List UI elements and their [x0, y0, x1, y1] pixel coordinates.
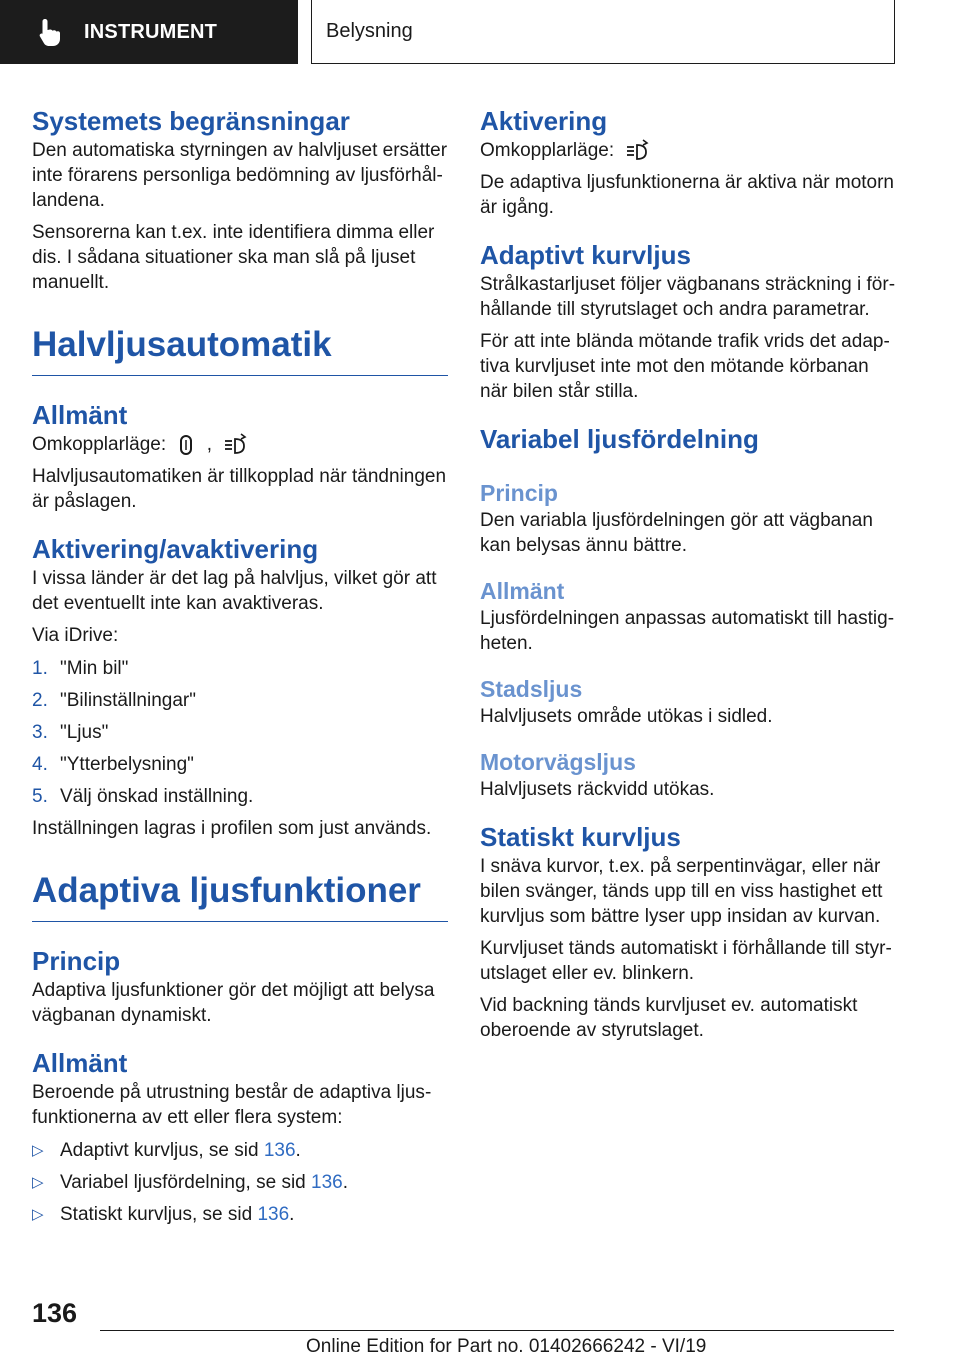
auto-general-paragraph: Halvljusautomatiken är tillkopplad när tändningen är påslagen. [32, 466, 447, 512]
section-label: Belysning [326, 20, 413, 42]
static-curve-heading: Statiskt kurvljus [480, 822, 681, 852]
adaptive-heading: Adaptiva ljusfunktioner [32, 869, 448, 922]
curve-light-paragraph-1: Strålkastarljuset följer vägbanans sträckning i förhållande till styrutslaget och andra parametrar. [480, 274, 896, 320]
auto-heading: Halvljusautomatik [32, 323, 448, 376]
curve-light-paragraph-2: För att inte blända mötande trafik vrids det adaptiva kurvljuset inte mot den mötande körbanan när bilen står stilla. [480, 331, 890, 402]
static-curve-paragraph-3: Vid backning tänds kurvljuset ev. automatiskt oberoende av styrutslaget. [480, 995, 858, 1041]
auto-switch-line [32, 432, 448, 457]
motorway-light-heading: Motorvägsljus [480, 749, 636, 775]
limits-paragraph-1: Den automatiska styrningen av halvljuset ersätter inte förarens personliga bedömning av ljusförhållandena. [32, 140, 448, 211]
list-item: ▷ Statiskt kurvljus, se sid 136. [32, 1204, 295, 1225]
adaptive-systems-list [32, 1138, 448, 1227]
adaptive-general-paragraph: Beroende på utrustning består de adaptiva ljusfunktionerna av ett eller flera system: [32, 1082, 432, 1128]
idrive-step: 1. "Min bil" [32, 658, 129, 679]
edition-text: Online Edition for Part no. 01402666242 - VI/19 [306, 1336, 707, 1357]
variable-principle-heading: Princip [480, 480, 558, 506]
city-light-paragraph: Halvljusets område utökas i sidled. [480, 706, 773, 727]
page-link[interactable]: 136 [311, 1172, 343, 1193]
right-column [480, 100, 896, 1050]
page-number: 136 [32, 1298, 78, 1328]
adaptive-principle-heading: Princip [32, 946, 121, 976]
variable-general-heading: Allmänt [480, 578, 565, 604]
curve-light-heading: Adaptivt kurvljus [480, 240, 691, 270]
chapter-label: INSTRUMENT [84, 20, 218, 43]
adaptive-light-icon [625, 139, 651, 163]
activation-heading: Aktivering [480, 106, 608, 136]
idrive-step: 5. Välj önskad inställning. [32, 786, 254, 807]
limits-paragraph-2: Sensorerna kan t.ex. inte identifiera dimma eller dis. I sådana situationer ska man slå på ljuset manuellt. [32, 222, 435, 293]
variable-principle-paragraph: Den variabla ljusfördelningen gör att vägbanan kan belysas ännu bättre. [480, 510, 873, 556]
list-item: ▷ Adaptivt kurvljus, se sid 136. [32, 1140, 301, 1161]
activation-toggle-paragraph-2: Via iDrive: [32, 625, 119, 646]
section-header [311, 0, 895, 64]
motorway-light-paragraph: Halvljusets räckvidd utökas. [480, 779, 715, 800]
auto-general-heading: Allmänt [32, 400, 128, 430]
idrive-step: 2. "Bilinställningar" [32, 690, 196, 711]
adaptive-general-heading: Allmänt [32, 1048, 128, 1078]
variable-light-heading: Variabel ljusfördelning [480, 424, 759, 454]
left-column [32, 100, 448, 1234]
city-light-heading: Stadsljus [480, 676, 583, 702]
setting-saved-paragraph: Inställningen lagras i profilen som just används. [32, 818, 432, 839]
limits-heading: Systemets begränsningar [32, 106, 350, 136]
variable-general-paragraph: Ljusfördelningen anpassas automatiskt till hastigheten. [480, 608, 895, 654]
idrive-steps [32, 656, 448, 809]
activation-toggle-paragraph-1: I vissa länder är det lag på halvljus, vilket gör att det eventuellt inte kan avaktiveras. [32, 568, 437, 614]
adaptive-light-icon [223, 433, 249, 457]
static-curve-paragraph-2: Kurvljuset tänds automatiskt i förhållande till styrutslaget eller ev. blinkern. [480, 938, 892, 984]
activation-paragraph: De adaptiva ljusfunktionerna är aktiva när motorn är igång. [480, 172, 895, 218]
chapter-tab[interactable] [0, 0, 298, 64]
page-link[interactable]: 136 [263, 1140, 296, 1161]
adaptive-principle-paragraph: Adaptiva ljusfunktioner gör det möjligt att belysa vägbanan dynamiskt. [32, 980, 435, 1026]
activation-switch-label: Omkopplarläge: [480, 140, 615, 161]
footer-divider [100, 1330, 894, 1331]
page-link[interactable]: 136 [257, 1204, 290, 1225]
activation-switch-line [480, 138, 896, 163]
auto-switch-separator: , [206, 434, 212, 455]
activation-toggle-heading: Aktivering/avaktivering [32, 534, 319, 564]
list-item: ▷ Variabel ljusfördelning, se sid 136. [32, 1172, 348, 1193]
auto-switch-label: Omkopplarläge: [32, 434, 167, 455]
idrive-step: 3. "Ljus" [32, 722, 109, 743]
pointing-hand-icon [36, 17, 64, 47]
static-curve-paragraph-1: I snäva kurvor, t.ex. på serpentinvägar, eller när bilen svänger, tänds upp till en viss hastighet ett kurvljus som bättre lyser upp insidan av kurvan. [480, 856, 883, 927]
idrive-step: 4. "Ytterbelysning" [32, 754, 194, 775]
auto-position-icon [177, 434, 195, 456]
